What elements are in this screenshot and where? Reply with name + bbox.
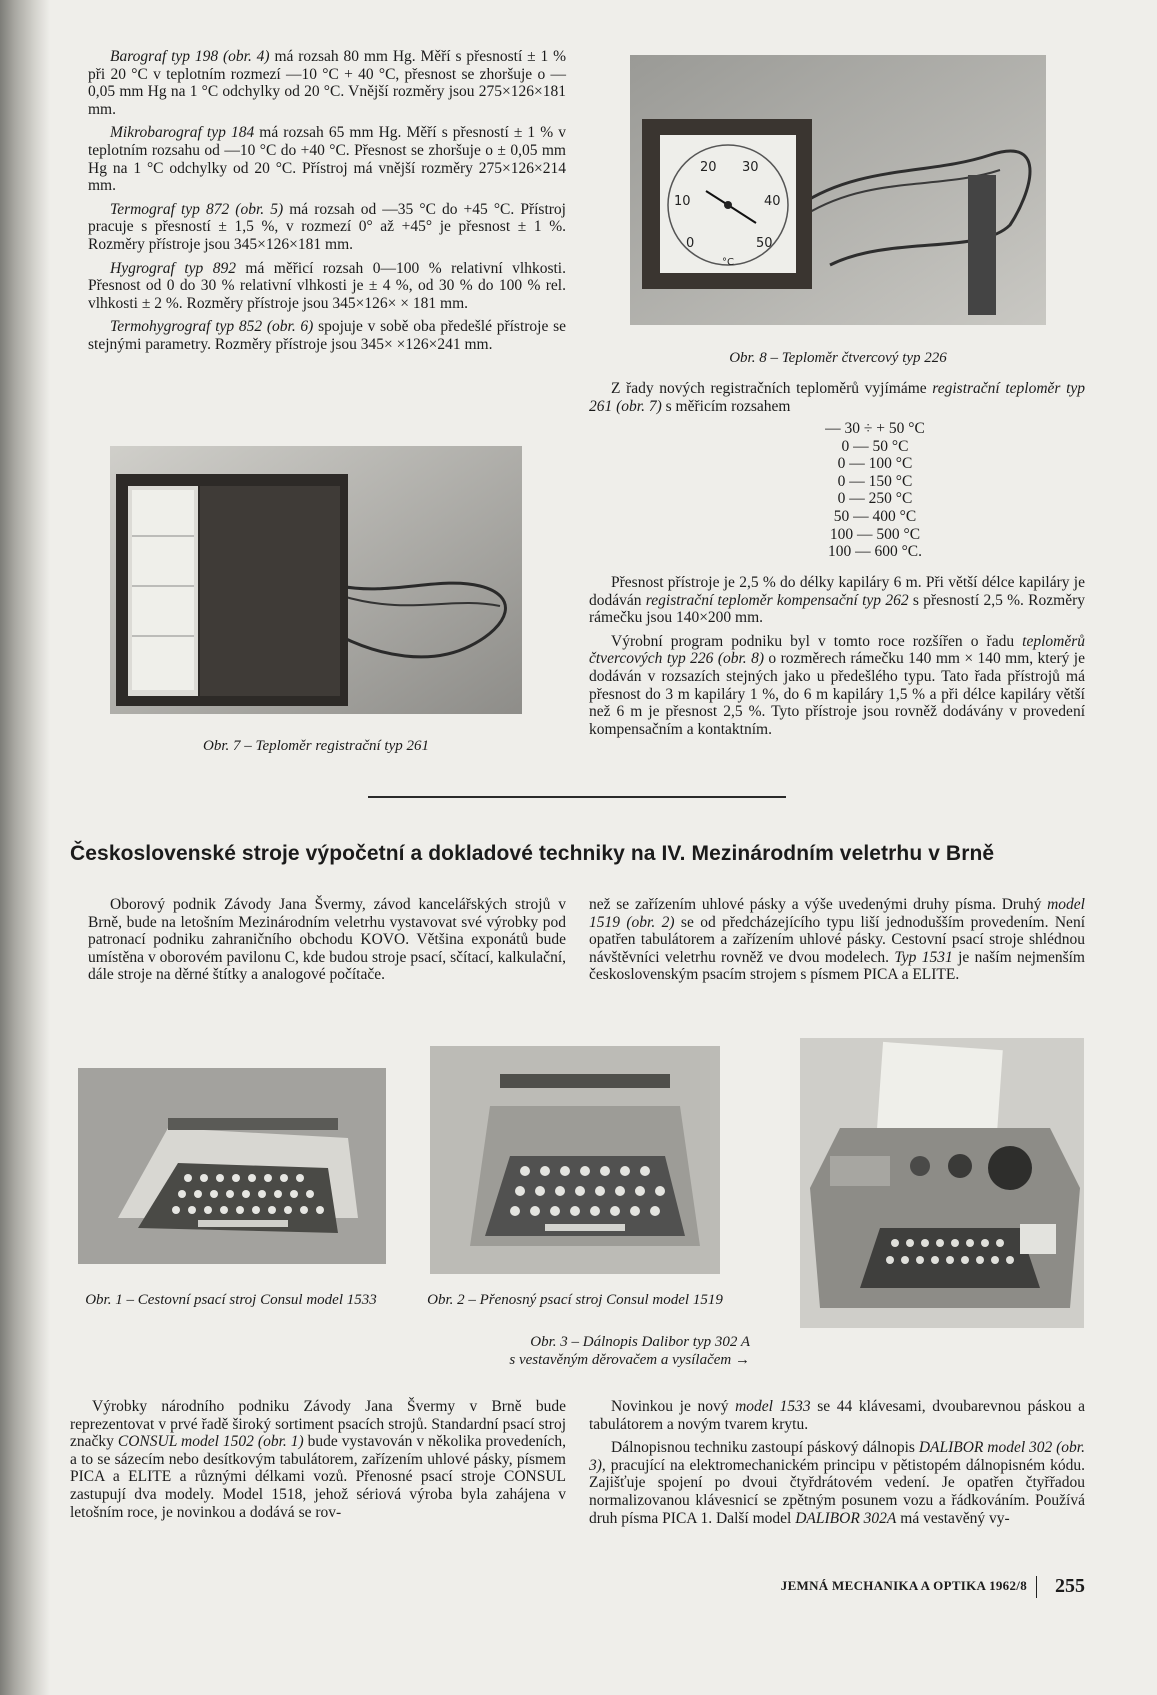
paragraph-hygrograf [88, 260, 566, 313]
dalibor-term-302: DALIBOR model 302 (obr. 3) [589, 1439, 1085, 1474]
paragraph-program [589, 633, 1085, 739]
sortiment-term-1502: CONSUL model 1502 (obr. 1) [117, 1433, 304, 1451]
fig8-caption: Obr. 8 – Teploměr čtvercový typ 226 [729, 350, 947, 366]
fig3-photo [800, 1038, 1084, 1328]
fig1-photo [78, 1068, 386, 1264]
fig3-illustration [800, 1038, 1084, 1328]
term-hygrograf: Hygrograf typ 892 [110, 259, 236, 277]
dial-label-30: 30 [742, 160, 759, 175]
text-termohygrograf: spojuje v sobě oba předešlé přístroje se stejnými parametry. Rozměry přístroje jsou 345× ×126×241 mm. [88, 318, 566, 353]
page-number: 255 [1055, 1575, 1085, 1597]
fig7-caption: Obr. 7 – Teploměr registrační typ 261 [203, 738, 429, 754]
range-item: — 30 ÷ + 50 °C [825, 420, 925, 437]
models-term-1519: model 1519 (obr. 2) [589, 896, 1085, 931]
term-barograf: Barograf typ 198 (obr. 4) [110, 48, 270, 65]
range-item: 100 — 500 °C [829, 525, 921, 543]
top-right-column-lower [589, 574, 1085, 744]
footer-separator [1036, 1576, 1037, 1598]
dalibor-text-e: má vestavěný vy- [896, 1509, 1010, 1527]
mid-left-column [88, 896, 566, 990]
binding-shadow [0, 0, 50, 1695]
mid-right-column [589, 896, 1085, 990]
range-item: 0 — 150 °C [837, 472, 913, 490]
page-footer [770, 1572, 1085, 1600]
paragraph-termohygrograf [88, 318, 566, 353]
models-text-c: se od předcházejícího typu liší jednodušším provedením. Není opatřen tabulátorem a zařízením uhlové pásky. Cestovní psací stroje shlédnou návštěvníci veletrhu rovněž ve dvou modelech. [589, 913, 1085, 966]
range-item: 0 — 100 °C [837, 455, 913, 473]
text-hygrograf: má měřicí rozsah 0—100 % relativní vlhkosti. Přesnost od 0 do 30 % relativní vlhkosti je ± 4 %, od 30 % do 100 % rel. vlhkosti ± 2 %. Rozměry přístroje jsou 345×126× × 181 mm. [88, 259, 566, 312]
paragraph-dalibor [589, 1439, 1085, 1527]
fig1-illustration [78, 1068, 386, 1264]
novinka-term-1533: model 1533 [735, 1398, 811, 1415]
bottom-left-column [70, 1398, 566, 1527]
text-mikrobarograf: má rozsah 65 mm Hg. Měří s přesností ± 1 % v teplotním rozsahu od —10 °C do +40 °C. Přesnost se zhoršuje o ± 0,05 mm Hg na 1 °C odchylky od 20 °C. Přístroj má vnější rozměry 275×126×214 mm. [88, 124, 566, 195]
accuracy-text-c: s přesností 2,5 %. Rozměry rámečku jsou 140×200 mm. [589, 591, 1085, 627]
program-term-226: teploměrů čtvercových typ 226 (obr. 8) [589, 632, 1085, 668]
dial-label-50: 50 [756, 236, 773, 251]
program-text-a: Výrobní program podniku byl v tomto roce rozšířen o řadu [611, 632, 1023, 650]
top-left-column [88, 48, 566, 360]
section-rule [368, 796, 786, 798]
term-mikrobarograf: Mikrobarograf typ 184 [110, 124, 255, 142]
dial-label-20: 20 [700, 160, 717, 175]
paragraph-sortiment [70, 1398, 566, 1521]
accuracy-text-a: Přesnost přístroje je 2,5 % do délky kapiláry 6 m. Při větší délce kapiláry je dodáván [589, 574, 1085, 609]
dial-label-0: 0 [686, 236, 695, 251]
fig7-illustration [110, 446, 522, 714]
intro-text-c: s měřicím rozsahem [661, 397, 791, 415]
novinka-text-a: Novinkou je nový [611, 1398, 736, 1415]
sortiment-text-a: Výrobky národního podniku Závody Jana Švermy v Brně bude reprezentovat v prvé řadě široký sortiment psacích strojů. Standardní psací stroj značky [70, 1398, 566, 1451]
fig3-caption-line1: Obr. 3 – Dálnopis Dalibor typ 302 A [530, 1334, 750, 1350]
fig2-illustration [430, 1046, 720, 1274]
dial-label-40: 40 [764, 194, 781, 209]
dalibor-text-a: Dálnopisnou techniku zastoupí páskový dálnopis [611, 1439, 919, 1457]
fig8-illustration [630, 55, 1046, 325]
models-term-1531: Typ 1531 [894, 948, 953, 966]
paragraph-intro-zjs: Oborový podnik Závody Jana Švermy, závod kancelářských strojů v Brně, bude na letošním Mezinárodním veletrhu vystavovat své výrobky pod patronací podniku zahraničního obchodu KOVO. Většina exponátů bude umístěna v oborovém pavilonu C, kde budou stroje psací, sčítací, kalkulační, dále stroje na děrné štítky a analogové počítače. [88, 896, 566, 984]
dial-label-10: 10 [674, 194, 691, 209]
paragraph-mikrobarograf [88, 124, 566, 194]
text-termograf: má rozsah od —35 °C do +45 °C. Přístroj pracuje s přesností ± 1,5 %, v rozmezí 0° až +45° je přesnost ± 1 %. Rozměry přístroje jsou 345×126×181 mm. [88, 200, 566, 253]
paragraph-intro-261 [589, 380, 1085, 415]
paragraph-models [589, 896, 1085, 984]
range-item: 100 — 600 °C. [827, 543, 923, 561]
models-text-e: je naším nejmenším československým psacím strojem s písmem PICA a ELITE. [589, 948, 1085, 984]
fig2-photo [430, 1046, 720, 1274]
text-barograf: má rozsah 80 mm Hg. Měří s přesností ± 1 % při 20 °C v teplotním rozmezí —10 °C + 40 °C, přesnost se zhoršuje o —0,05 mm Hg na 1 °C odchylky od 20 °C. Vnější rozměry jsou 275×126×181 mm. [88, 48, 566, 118]
term-termograf: Termograf typ 872 (obr. 5) [110, 200, 284, 218]
intro-text-a: Z řady nových registračních teploměrů vyjímáme [611, 380, 933, 397]
fig3-caption-line2: s vestavěným děrovačem a vysílačem → [509, 1352, 750, 1368]
bottom-right-column [589, 1398, 1085, 1533]
paragraph-model-1533 [589, 1398, 1085, 1433]
dial-label-unit: °C [722, 257, 734, 268]
range-item: 50 — 400 °C [833, 507, 917, 525]
paragraph-termograf [88, 201, 566, 254]
dalibor-term-302a: DALIBOR 302A [795, 1509, 897, 1527]
article-headline: Československé stroje výpočetní a dokladové techniky na IV. Mezinárodním veletrhu v Brně [70, 842, 995, 865]
journal-name: JEMNÁ MECHANIKA A OPTIKA 1962/8 [780, 1578, 1027, 1593]
fig1-caption: Obr. 1 – Cestovní psací stroj Consul model 1533 [85, 1292, 377, 1308]
sortiment-text-c: bude vystavován v několika provedeních, a to se sázecím nebo desítkovým tabulátorem, zařízením uhlové pásky, písmem PICA a ELITE a různými délkami vozů. Přenosné psací stroje CONSUL zastupují dva modely. Model 1518, jehož sériová výroba byla zahájena v letošním roce, je novinkou a dodává se rov- [70, 1433, 567, 1521]
fig2-caption: Obr. 2 – Přenosný psací stroj Consul model 1519 [427, 1292, 723, 1308]
range-item: 0 — 250 °C [837, 490, 913, 508]
accuracy-term-262: registrační teploměr kompensační typ 262 [645, 591, 909, 609]
fig7-photo [110, 446, 522, 714]
top-right-column [589, 380, 1085, 421]
intro-term-261: registrační teploměr typ 261 (obr. 7) [589, 380, 1085, 415]
paragraph-barograf [88, 48, 566, 118]
models-text-a: než se zařízením uhlové pásky a výše uvedenými druhy písma. Druhý [589, 896, 1048, 913]
range-item: 0 — 50 °C [841, 437, 909, 455]
term-termohygrograf: Termohygrograf typ 852 (obr. 6) [110, 318, 314, 336]
program-text-c: o rozměrech rámečku 140 mm × 140 mm, který je dodáván v rozsazích stejných jako u předešlého typu. Tato řada přístrojů má přesnost do 3 m kapiláry 1 %, do 6 m kapiláry 1,5 % a při délce kapiláry větší než 6 m je přesnost 2,5 %. Tyto přístroje jsou rovněž dodávány v provedení kompensačním a kontaktním. [589, 650, 1085, 738]
dalibor-text-c: , pracující na elektromechanickém principu v pětistopém dálnopisném kódu. Zajišťuje spojení po dvoui čtyřdrátovém vedení. Je opatřen čtyřřadou normalizovanou klávesnicí se zpětným posunem vozu a řádkováním. Používá druh písma PICA 1. Další model [589, 1456, 1085, 1527]
fig8-photo [630, 55, 1046, 325]
novinka-text-c: se 44 klávesami, dvoubarevnou páskou a tabulátorem a novým tvarem krytu. [589, 1398, 1085, 1433]
range-list [790, 420, 960, 561]
paragraph-accuracy [589, 574, 1085, 627]
